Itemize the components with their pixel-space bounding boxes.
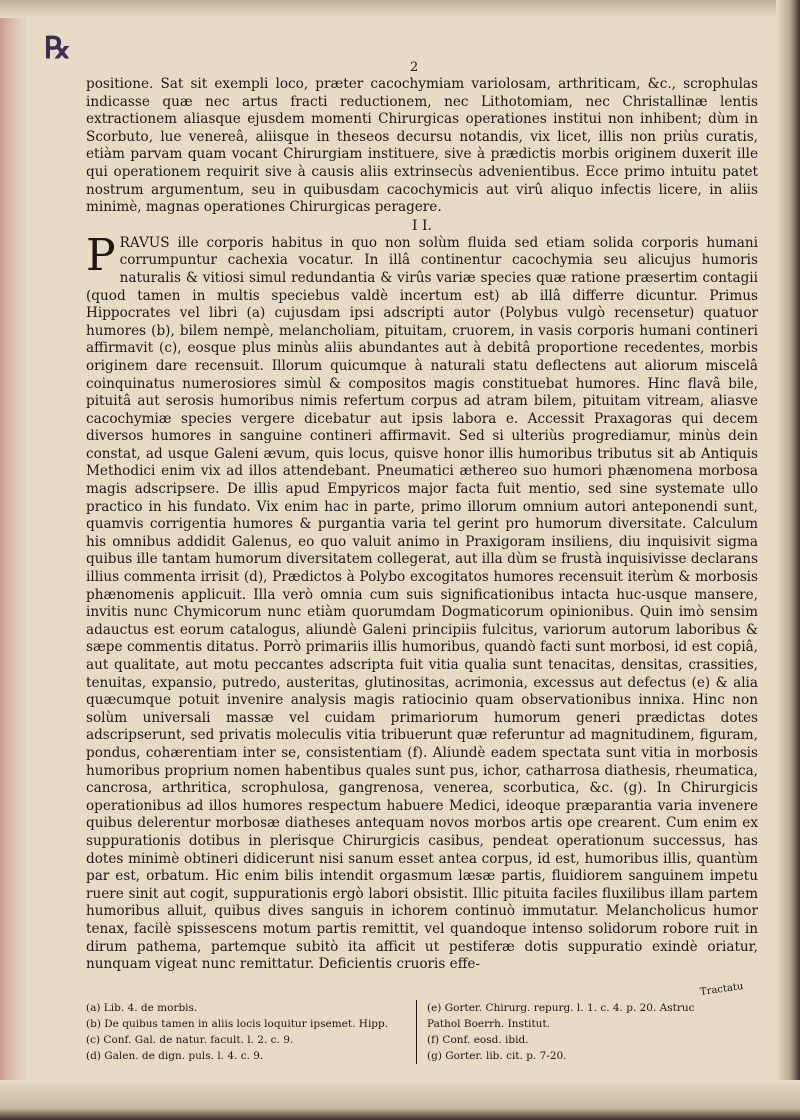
footnote: (c) Conf. Gal. de natur. facult. l. 2. c. 9. (86, 1034, 294, 1046)
page-bottom-shadow (0, 1080, 800, 1120)
paragraph-2-text: RAVUS ille corporis habitus in quo non solùm fluida sed etiam solida corporis humani corrumpuntur cachexia vocatur. In illâ continentur cacochymia seu alicujus humoris naturalis & vitiosi simul redundantia & virûs variæ species quæ ratione præsertim contagii (quod tamen in multis speciebus valdè incertum est) ab illâ differre dicuntur. Primus Hippocrates vel libri (a) cujusdam ipsi adscripti autor (Polybus vulgò recensetur) quatuor humores (b), bilem nempè, melancholiam, pituitam, cruorem, in vasis corporis humani contineri affirmavit (c), eosque plus minùs aliis abundantes aut à debitâ proportione recedentes, morbis originem dare recensuit. Illorum quicumque à naturali statu deflectens aut aliorum miscelâ coinquinatus numerosiores simùl & compositos magis constituebat humores. Hinc flavâ bile, pituitâ aut serosis humoribus nimis refertum corpus ad atram bilem, pituitam vitream, aliasve cacochymiæ species vergere dicebatur aut ipsis labora e. Accessit Praxagoras qui decem diversos humores in sanguine contineri affirmavit. Sed si ulteriùs progrediamur, minùs dein constat, ad usque Galeni ævum, quis locus, quisve honor illis humoribus tributus sit ab Antiquis Methodici enim vix ad illos attendebant. Pneumatici æthereo suo humori phænomena morbosa magis adscripsere. De illis apud Empyricos major facta fuit mentio, sed sine systemate ullo practico in his fundato. Vix enim hac in parte, primo illorum omnium autori anteponendi sunt, quamvis corrigentia humores & purgantia varia tel gerint pro humorum diversitate. Calculum his omnibus addidit Galenus, eo quo valuit animo in Praxigoram insiliens, diu inquisivit sigma quibus ille tantam humorum diversitatem collegerat, aut illa dùm se frustà inquisivisse declarans illius commenta irrisit (d), Prædictos à Polybo excogitatos humores recensuit iterùm & morbosis phænomenis applicuit. Illa verò omnia cum suis significationibus intacta huc-usque mansere, invitis nunc Chymicorum nunc etiàm quorumdam Dogmaticorum opinionibus. Quin imò sensim adauctus est eorum catalogus, aliundè Galeni principiis fulcitus, variorum autorum laboribus & sæpe commentis ditatus. Porrò primariis illis humoribus, quandò facti sunt morbosi, id est copiâ, aut qualitate, aut motu peccantes adscripta fuit vitia qualia sunt tenacitas, densitas, crassities, tenuitas, expansio, putredo, austeritas, glutinositas, acrimonia, excessus aut defectus (e) & alia quæcumque potuit invenire analysis magis ratiocinio quam observationibus innixa. Hinc non solùm universali massæ vel cuidam primariorum humorum generi prædictas dotes adscripserunt, sed privatis moleculis vitia tribuerunt quæ referuntur ad magnitudinem, figuram, pondus, cohærentiam inter se, consistentiam (f). Aliundè eadem spectata sunt vitia in morbosis humoribus proprium nomen habentibus quales sunt pus, ichor, catharrosa diathesis, rheumatica, cancrosa, arthritica, scrophulosa, gangrenosa, venerea, scorbutica, &c. (g). In Chirurgicis operationibus ad illos humores respectum habuere Medici, ideoque præparantia varia invenere quibus delerentur morbosæ diatheses antequam novos morbos artis ope crearent. Cum enim ex suppurationis dotibus in plerisque Chirurgicis casibus, pendeat operationum successus, has dotes minimè obtineri didicerunt nisi sanum esset antea corpus, id est, humoribus illis, quantùm par est, orbatum. Hic enim bilis intendit orgasmum læsæ partis, fluidiorem sanguinem impetu ruere sinit aut cogit, suppurationis ergò labori obsistit. Illic pituita faciles fluxilibus illam partem humoribus alluit, quibus dives sanguis in ichorem continuò immutatur. Melancholicus humor tenax, facilè spissescens motum partis remittit, vel quandoque intenso solidorum robore ruit in dirum pathema, partemque subitò ita afficit ut pestiferæ dotis suppuratio exindè oriatur, nunquam vigeat nunc remittatur. Deficientis cruoris effe- (86, 234, 758, 973)
drop-cap: P (86, 229, 116, 281)
paragraph-2 (86, 229, 758, 974)
footnote: (b) De quibus tamen in aliis locis loquitur ipsemet. Hipp. (86, 1018, 389, 1030)
catchword: Tractatu (699, 981, 745, 998)
section-number: I I. (412, 217, 432, 234)
page-left-edge (0, 0, 28, 1120)
footnotes-right-column (416, 1000, 767, 1064)
ink-mark: ℞ (44, 31, 71, 66)
page-top-shadow (0, 0, 800, 18)
footnote: (g) Gorter. lib. cit. p. 7-20. (427, 1050, 567, 1062)
footnote: Pathol Boerrh. Institut. (427, 1018, 550, 1030)
body-text (86, 76, 758, 974)
footnote: (f) Conf. eosd. ibid. (427, 1034, 529, 1046)
footnote: (a) Lib. 4. de morbis. (86, 1002, 198, 1014)
footnote: (e) Gorter. Chirurg. repurg. l. 1. c. 4. p. 20. Astruc (427, 1002, 695, 1014)
page-number: 2 (410, 60, 419, 75)
footnote: (d) Galen. de dign. puls. l. 4. c. 9. (86, 1050, 264, 1062)
page-right-edge (776, 0, 800, 1120)
footnotes-left-column (86, 1000, 406, 1064)
paragraph-1: positione. Sat sit exempli loco, præter cacochymiam variolosam, arthriticam, &c., scrophulas indicasse quæ nec artus fracti reductionem, nec Lithotomiam, nec Christallinæ lentis extractionem aliasque ejusdem momenti Chirurgicas operationes institui non inhibent; dùm in Scorbuto, lue venereâ, aliisque in theseos decursu notandis, vix licet, illis non priùs curatis, etiàm parvam quam vocant Chirurgiam instituere, sive à prædictis morbis originem duxerit ille qui operationem requirit sive à causis aliis extrinsecùs advenientibus. Ecce primo intuitu patet nostrum argumentum, seu in quibusdam cacochymicis aut virû aliquo infectis licere, in aliis minimè, magnas operationes Chirurgicas peragere. (86, 76, 758, 216)
